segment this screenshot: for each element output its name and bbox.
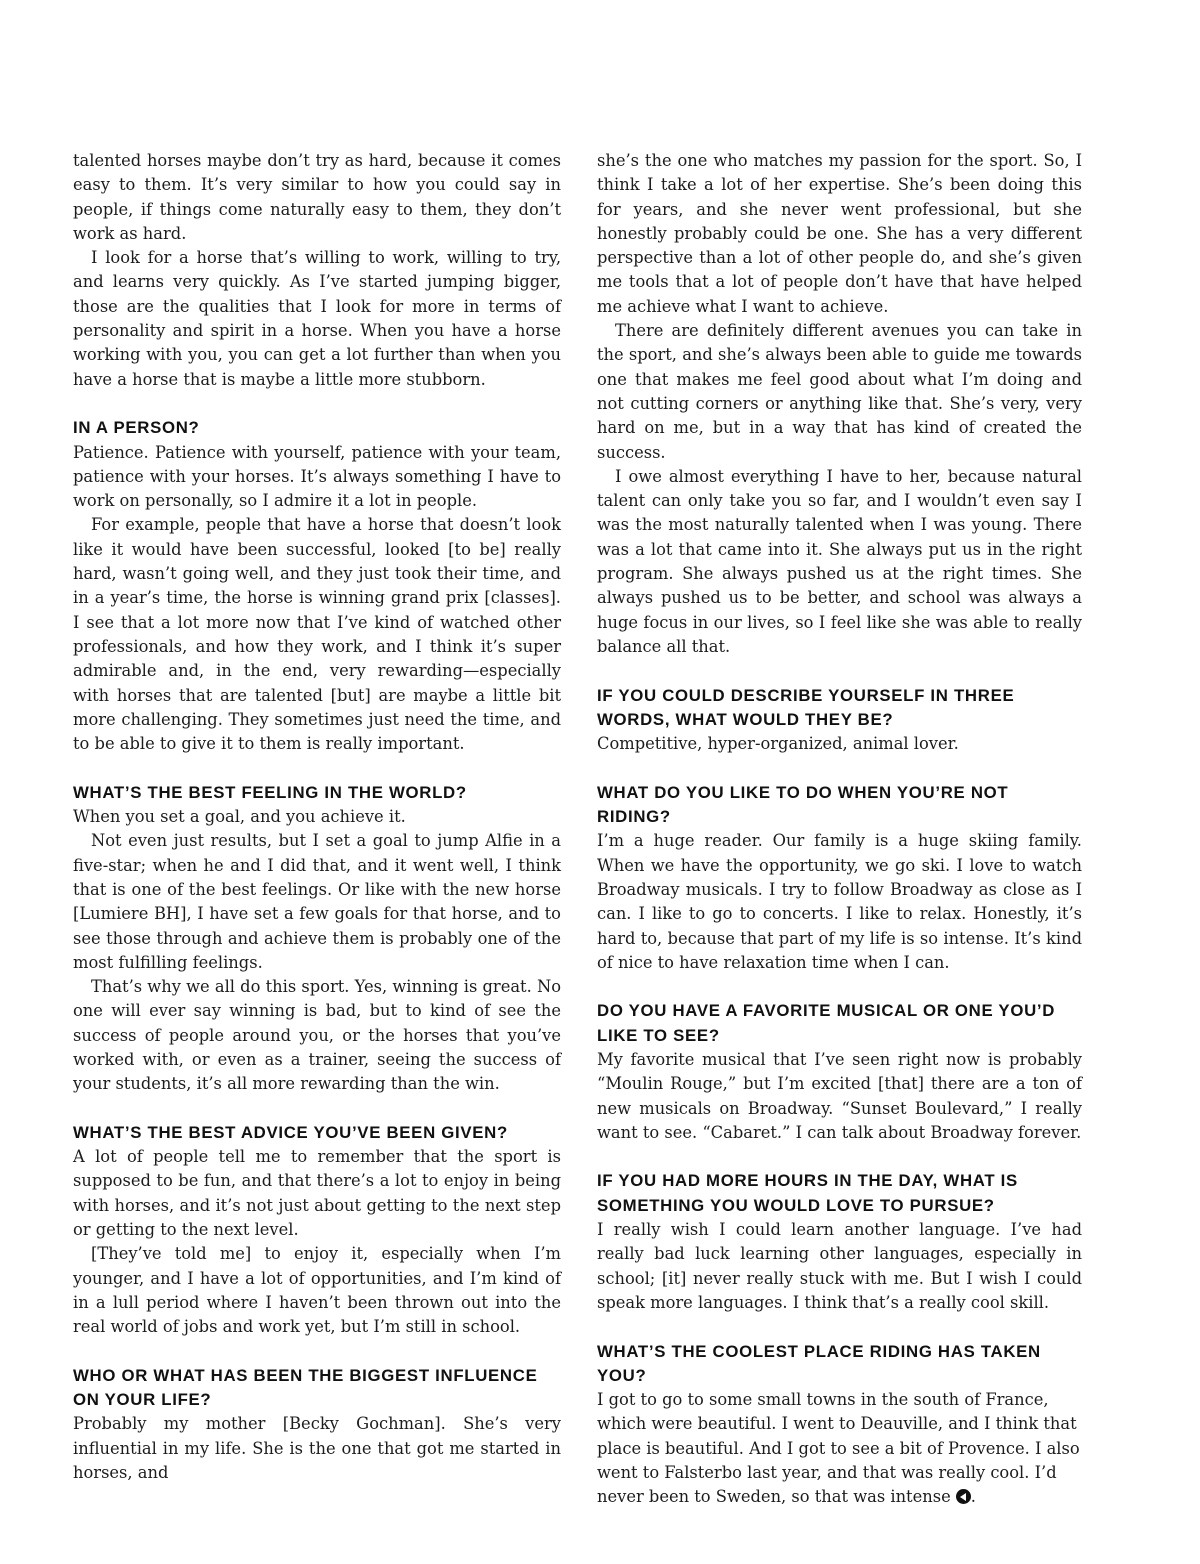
end-of-article-icon	[956, 1489, 971, 1504]
paragraph: talented horses maybe don’t try as hard, because it comes easy to them. It’s very similar to how you could say in people, if things come naturally easy to them, they don’t work as hard.	[73, 151, 561, 243]
question-heading: WHAT’S THE BEST FEELING IN THE WORLD?	[73, 782, 467, 802]
answer-text: I got to go to some small towns in the south of France, which were beautiful. I went to Deauville, and I think that place is beautiful. And I got to see a bit of Provence. I also went to Falsterbo last year, and that was really cool. I’d never been to Sweden, so that was intense	[597, 1390, 1080, 1507]
answer-paragraph: Patience. Patience with yourself, patience with your team, patience with your horses. It’s always something I have to work on personally, so I admire it a lot in people.	[73, 442, 561, 511]
right-column	[597, 149, 1082, 1510]
answer-paragraph: That’s why we all do this sport. Yes, winning is great. No one will ever say winning is bad, but to kind of see the success of people around you, or the horses that you’ve worked with, or even as a trainer, seeing the success of your students, it’s all more rewarding than the win.	[73, 977, 561, 1094]
answer-paragraph: A lot of people tell me to remember that the sport is supposed to be fun, and that there’s a lot to enjoy in being with horses, and it’s not just about getting to the next step or getting to the next level.	[73, 1147, 561, 1240]
answer-paragraph: I’m a huge reader. Our family is a huge skiing family. When we have the opportunity, we go ski. I love to watch Broadway musicals. I try to follow Broadway as close as I can. I like to go to concerts. I like to relax. Honestly, it’s hard to, because that part of my life is so intense. It’s kind of nice to have relaxation time when I can.	[597, 831, 1082, 972]
answer-paragraph: Probably my mother [Becky Gochman]. She’s very influential in my life. She is the one that got me started in horses, and	[73, 1414, 561, 1483]
answer-paragraph: My favorite musical that I’ve seen right now is probably “Moulin Rouge,” but I’m excited [that] there are a ton of new musicals on Broadway. “Sunset Boulevard,” I really want to see. “Cabaret.” I can talk about Broadway forever.	[597, 1049, 1082, 1142]
answer-paragraph: When you set a goal, and you achieve it.	[73, 807, 406, 827]
question-heading: DO YOU HAVE A FAVORITE MUSICAL OR ONE YOU’D LIKE TO SEE?	[597, 1001, 1056, 1045]
final-period: .	[970, 1487, 976, 1507]
question-heading: WHAT’S THE COOLEST PLACE RIDING HAS TAKEN YOU?	[597, 1341, 1041, 1385]
paragraph: I look for a horse that’s willing to work, willing to try, and learns very quickly. As I’ve started jumping bigger, those are the qualities that I look for more in terms of personality and spirit in a horse. When you have a horse working with you, you can get a lot further than when you have a horse that is maybe a little more stubborn.	[73, 248, 561, 389]
answer-paragraph: For example, people that have a horse that doesn’t look like it would have been successful, looked [to be] really hard, wasn’t going well, and they just took their time, and in a year’s time, the horse is winning grand prix [classes]. I see that a lot more now that I’ve kind of watched other professionals, and how they work, and I think it’s super admirable and, in the end, very rewarding—especially with horses that are talented [but] are maybe a little bit more challenging. They sometimes just need the time, and to be able to give it to them is really important.	[73, 515, 561, 754]
question-heading: WHAT’S THE BEST ADVICE YOU’VE BEEN GIVEN?	[73, 1122, 508, 1142]
answer-paragraph: [They’ve told me] to enjoy it, especially when I’m younger, and I have a lot of opportunities, and I’m kind of in a lull period where I haven’t been thrown out into the real world of jobs and work yet, but I’m still in school.	[73, 1244, 561, 1337]
question-heading: IF YOU COULD DESCRIBE YOURSELF IN THREE WORDS, WHAT WOULD THEY BE?	[597, 685, 1015, 729]
question-heading: IN A PERSON?	[73, 418, 200, 438]
paragraph: There are definitely different avenues you can take in the sport, and she’s always been able to guide me towards one that makes me feel good about what I’m doing and not cutting corners or anything like that. She’s very, very hard on me, but in a way that has kind of created the success.	[597, 321, 1082, 462]
answer-paragraph	[597, 1388, 1082, 1509]
question-heading: WHAT DO YOU LIKE TO DO WHEN YOU’RE NOT RIDING?	[597, 782, 1009, 827]
question-heading: IF YOU HAD MORE HOURS IN THE DAY, WHAT IS SOMETHING YOU WOULD LOVE TO PURSUE?	[597, 1171, 1018, 1215]
question-heading: WHO OR WHAT HAS BEEN THE BIGGEST INFLUENCE ON YOUR LIFE?	[73, 1365, 538, 1410]
paragraph: she’s the one who matches my passion for the sport. So, I think I take a lot of her expertise. She’s been doing this for years, and she never went professional, but she honestly probably could be one. She has a very different perspective than a lot of other people do, and she’s given me tools that a lot of people don’t have that have helped me achieve what I want to achieve.	[597, 151, 1082, 316]
paragraph: I owe almost everything I have to her, because natural talent can only take you so far, and I wouldn’t even say I was the most naturally talented when I was young. There was a lot that came into it. She always put us in the right program. She always pushed us at the right times. She always pushed us to be better, and school was always a huge focus in our lives, so I feel like she was able to really balance all that.	[597, 466, 1082, 656]
answer-paragraph: I really wish I could learn another language. I’ve had really bad luck learning other languages, especially in school; [it] never really stuck with me. But I wish I could speak more languages. I think that’s a really cool skill.	[597, 1220, 1082, 1312]
answer-paragraph: Not even just results, but I set a goal to jump Alfie in a five-star; when he and I did that, and it went well, I think that is one of the best feelings. Or like with the new horse [Lumiere BH], I have set a few goals for that horse, and to see those through and achieve them is probably one of the most fulfilling feelings.	[73, 831, 561, 972]
left-column	[73, 149, 561, 1485]
answer-paragraph: Competitive, hyper-organized, animal lover.	[597, 734, 959, 754]
